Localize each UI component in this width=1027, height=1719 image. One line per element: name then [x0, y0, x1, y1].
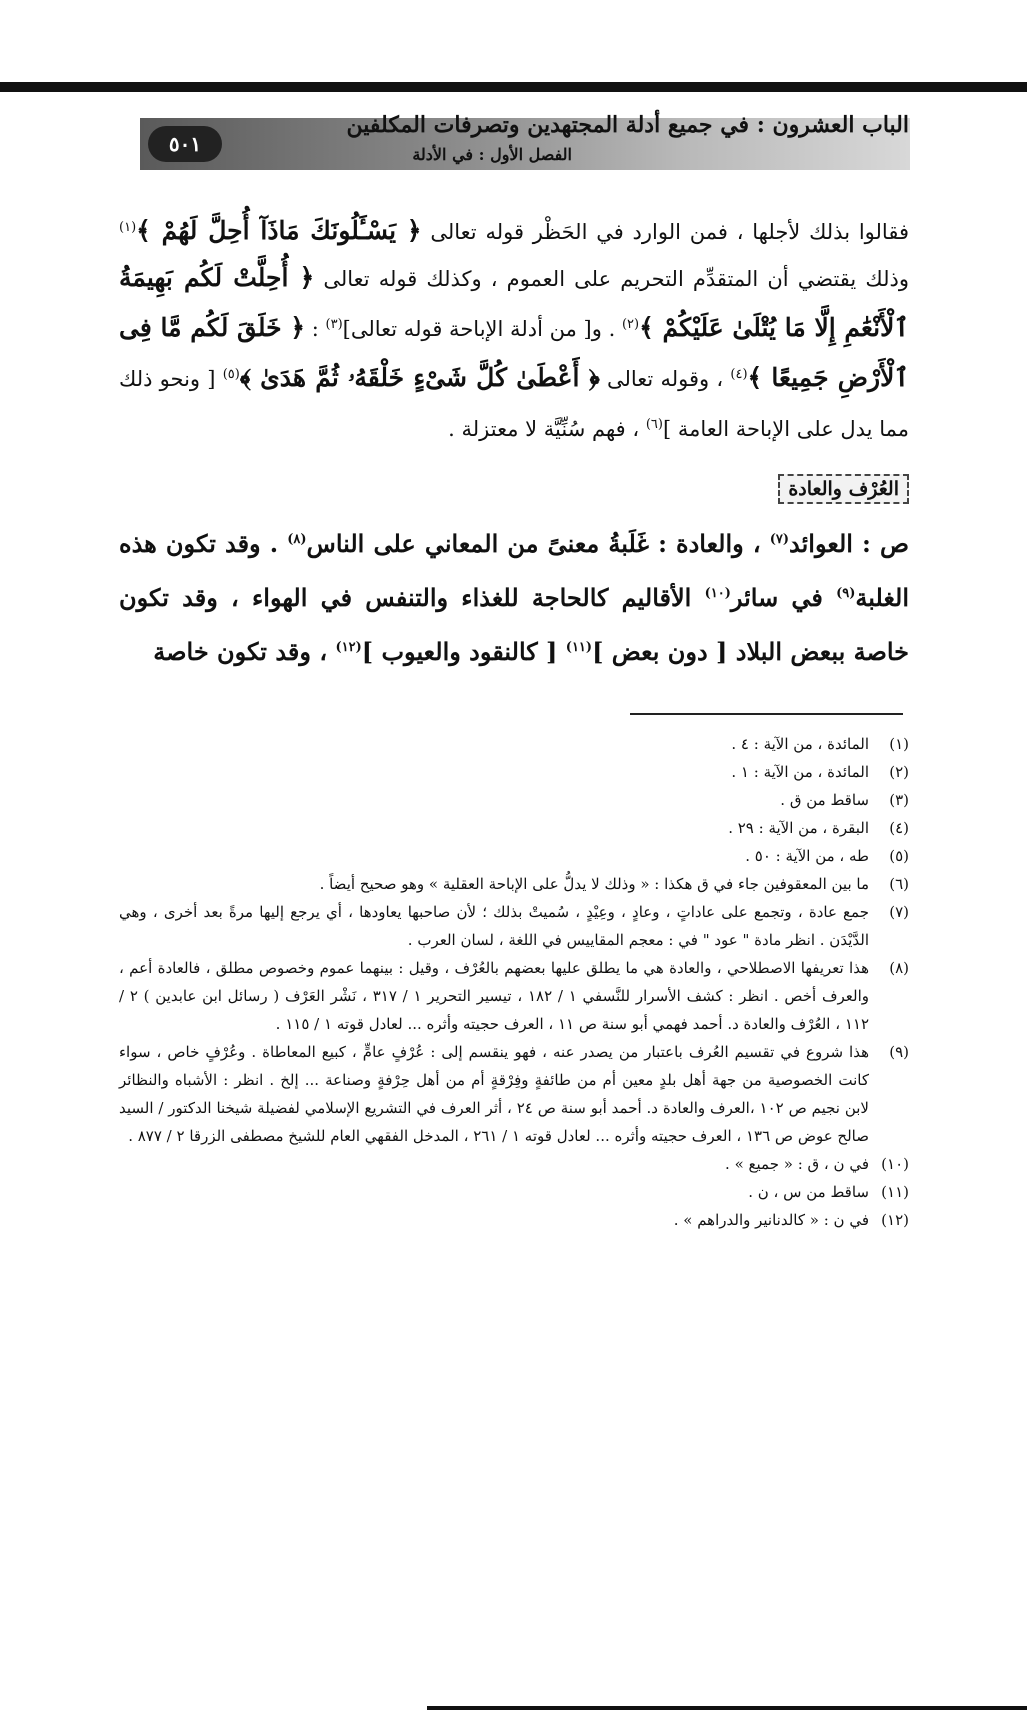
footnote — [119, 954, 909, 1038]
body-text-3b: : — [305, 317, 326, 341]
chapter-title: الباب العشرون : في جميع أدلة المجتهدين وتصرفات المكلفين — [346, 112, 909, 138]
matn-paragraph — [119, 515, 909, 677]
body-paragraph — [119, 205, 909, 452]
footnote-ref-10: (١٠) — [704, 586, 731, 601]
footnote-number: (٤) — [889, 819, 909, 837]
footnote-ref-7: (٧) — [769, 532, 790, 547]
body-text-4: ، وقوله تعالى — [599, 367, 731, 391]
footnote-ref-12: (١٢) — [335, 640, 362, 655]
footnote-ref-8: (٨) — [287, 532, 307, 547]
matn-text-6: [ كالنقود والعيوب ] — [361, 637, 566, 666]
matn-text-5: الأقاليم كالحاجة للغذاء والتنفس في الهواء ، وقد تكون خاصة ببعض البلاد [ دون بعض ] — [119, 583, 909, 666]
footnote-text: المائدة ، من الآية : ١ . — [731, 763, 869, 781]
footnote-number: (٦) — [889, 875, 909, 893]
footnote — [119, 758, 909, 786]
footnote-number: (٢) — [889, 763, 909, 781]
quran-verse-3: ﴿ خَلَقَ لَكُم مَّا فِى ٱلْأَرْضِ جَمِيعًا ﴾ — [119, 313, 909, 392]
footnote — [119, 814, 909, 842]
footnote-ref-5: (٥) — [222, 367, 240, 382]
footnote-ref-3: (٣) — [325, 317, 343, 332]
footnote-text: ساقط من ق . — [780, 791, 869, 809]
footnote — [119, 786, 909, 814]
footnotes — [119, 730, 909, 1234]
section-heading: العُرْف والعادة — [778, 474, 909, 504]
section-subtitle: الفصل الأول : في الأدلة — [412, 145, 572, 164]
footnote-number: (٣) — [889, 791, 909, 809]
quran-verse-1: ﴿ يَسْـَٔلُونَكَ مَاذَآ أُحِلَّ لَهُمْ ﴾ — [136, 216, 422, 245]
matn-text-4: في سائر — [730, 583, 837, 612]
footnote-text: ساقط من س ، ن . — [748, 1183, 869, 1201]
footnote-ref-11: (١١) — [565, 640, 593, 655]
quran-verse-2: ﴿ أُحِلَّتْ لَكُم بَهِيمَةُ ٱلْأَنْعَٰمِ إِلَّا مَا يُتْلَىٰ عَلَيْكُمْ ﴾ — [119, 263, 909, 342]
body-text-3: . و[ من أدلة الإباحة قوله تعالى] — [342, 317, 622, 341]
footnote — [119, 1150, 909, 1178]
footnote — [119, 1178, 909, 1206]
footnote — [119, 842, 909, 870]
footnote-text: في ن : « كالدنانير والدراهم » . — [673, 1211, 869, 1229]
footnote-text: هذا شروع في تقسيم العُرف باعتبار من يصدر عنه ، فهو ينقسم إلى : عُرْفٍ عامٍّ ، كبيع المعاطاة . وعُرْفٍ خاص ، سواء كانت الخصوصية من جهة أهل بلدٍ معين أم من طائفةٍ وفِرْقةٍ أم من أهل حِرْفةٍ وصناعة ... إلخ . انظر : الأشباه والنظائر لابن نجيم ص ١٠٢ ،العرف والعادة د. أحمد أبو سنة ص ٢٤ ، أثر العرف في التشريع الإسلامي لفضيلة شيخنا الدكتور / السيد صالح عوض ص ١٣٦ ، العرف حجيته وأثره ... لعادل قوته ١ / ٢٦١ ، المدخل الفقهي العام للشيخ مصطفى الزرقا ٢ / ٨٧٧ . — [119, 1043, 869, 1145]
footnote — [119, 870, 909, 898]
footnote-number: (٨) — [889, 959, 909, 977]
footnote — [119, 1206, 909, 1234]
matn-text-7: ، وقد تكون خاصة — [153, 637, 336, 666]
bottom-rule — [427, 1706, 1027, 1710]
footnote-number: (٥) — [889, 847, 909, 865]
footnote-ref-2: (٢) — [621, 317, 640, 332]
footnote — [119, 898, 909, 954]
footnote-ref-9: (٩) — [836, 586, 856, 601]
footnote-number: (٩) — [889, 1043, 909, 1061]
footnote-text: المائدة ، من الآية : ٤ . — [731, 735, 869, 753]
top-rule — [0, 82, 1027, 92]
body-text-5b: ، فهم سُنِّيَّة لا معتزلة . — [448, 417, 646, 441]
footnote-divider — [630, 713, 903, 715]
footnote-number: (١٠) — [881, 1155, 909, 1173]
footnote-text: ما بين المعقوفين جاء في ق هكذا : « وذلك لا يدلُّ على الإباحة العقلية » وهو صحيح أيضاً . — [319, 875, 869, 893]
footnote — [119, 730, 909, 758]
footnote — [119, 1038, 909, 1150]
matn-text-2: ، والعادة : غَلَبةُ معنىً من المعاني على الناس — [306, 529, 770, 558]
page-number: ٥٠١ — [148, 126, 222, 162]
footnote-text: جمع عادة ، وتجمع على عاداتٍ ، وعادٍ ، وعِيْدٍ ، سُميتْ بذلك ؛ لأن صاحبها يعاودها ، أي يرجع إليها مرةً بعد أخرى ، وهي الدَّيْدَن . انظر مادة " عود " في : معجم المقاييس في اللغة ، لسان العرب . — [119, 903, 869, 949]
footnote-text: في ن ، ق : « جميع » . — [725, 1155, 869, 1173]
body-text-5: [ ونحو ذلك مما يدل على الإباحة العامة ] — [119, 367, 909, 441]
matn-text-1: ص : العوائد — [789, 529, 909, 558]
quran-verse-4: ﴿ أَعْطَىٰ كُلَّ شَىْءٍ خَلْقَهُۥ ثُمَّ هَدَىٰ ﴾ — [239, 363, 600, 392]
footnote-number: (١١) — [881, 1183, 909, 1201]
matn-text-3: . وقد تكون هذه الغلبة — [119, 529, 910, 612]
body-text-2: وذلك يقتضي أن المتقدِّم التحريم على العموم ، وكذلك قوله تعالى — [314, 267, 909, 291]
footnote-number: (١٢) — [881, 1211, 909, 1229]
footnote-text: طه ، من الآية : ٥٠ . — [745, 847, 869, 865]
body-text-1: فقالوا بذلك لأجلها ، فمن الوارد في الحَظْر قوله تعالى — [421, 220, 909, 244]
footnote-ref-4: (٤) — [730, 367, 748, 382]
footnote-ref-6: (٦) — [645, 417, 663, 432]
footnote-ref-1: (١) — [119, 220, 137, 235]
footnote-text: هذا تعريفها الاصطلاحي ، والعادة هي ما يطلق عليها بعضهم بالعُرْف ، وقيل : بينهما عموم وخصوص مطلق ، فالعادة أعم ، والعرف أخص . انظر : كشف الأسرار للنَّسفي ١ / ١٨٢ ، تيسير التحرير ١ / ٣١٧ ، نَشْر العَرْف ( رسائل ابن عابدين ) ٢ / ١١٢ ، العُرْف والعادة د. أحمد فهمي أبو سنة ص ١١ ، العرف حجيته وأثره ... لعادل قوته ١ / ١١٥ . — [119, 959, 870, 1033]
footnote-text: البقرة ، من الآية : ٢٩ . — [728, 819, 869, 837]
footnote-number: (٧) — [889, 903, 909, 921]
footnote-number: (١) — [889, 735, 909, 753]
